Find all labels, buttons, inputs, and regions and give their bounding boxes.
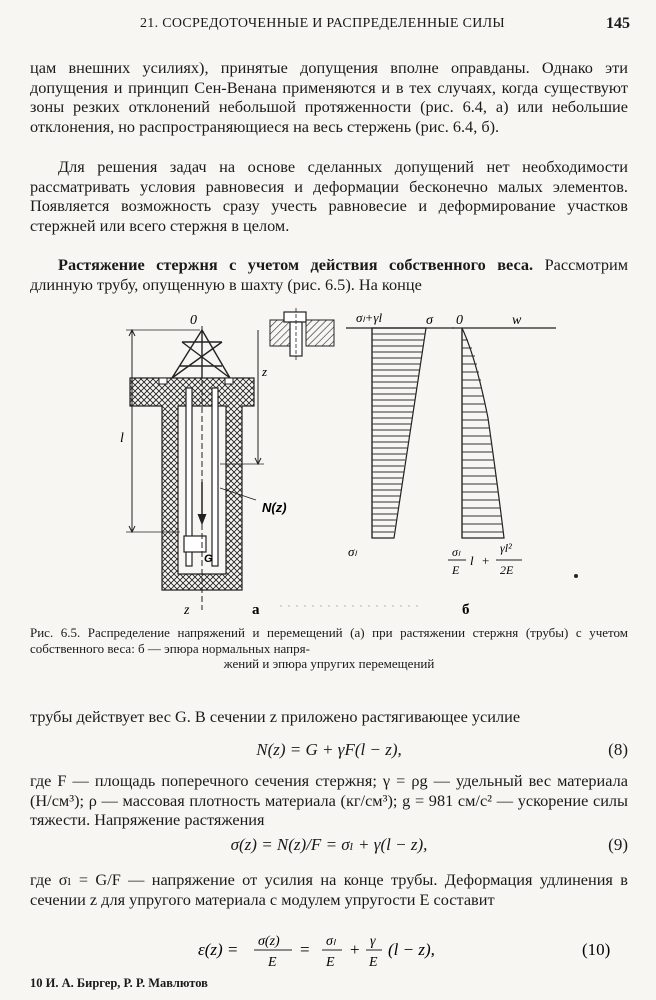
running-title: 21. СОСРЕДОТОЧЕННЫЕ И РАСПРЕДЕЛЕННЫЕ СИЛЫ bbox=[140, 16, 505, 31]
label-sigma: σ bbox=[426, 313, 433, 328]
derrick-frame bbox=[172, 330, 230, 378]
derrick-foot-left bbox=[159, 378, 167, 384]
figure-caption bbox=[30, 625, 628, 672]
eq10-f1-den: E bbox=[268, 955, 277, 970]
label-z-bottom: z bbox=[184, 603, 190, 618]
derrick-foot-right bbox=[225, 378, 233, 384]
label-w: w bbox=[512, 313, 522, 328]
paragraph-4: трубы действует вес G. В сечении z приложено растягивающее усилие bbox=[30, 707, 521, 726]
paragraph-5: где F — площадь поперечного сечения стержня; γ = ρg — удельный вес материала (Н/см³); ρ — массовая плотность материала (кг/см³); g = 981 см/с² — ускорение силы тяжести. Напряжение растяжения bbox=[30, 771, 628, 830]
paragraph-6: где σₗ = G/F — напряжение от усилия на конце трубы. Деформация удлинения в сечении z для упругого материала с модулем упругости E составит bbox=[30, 870, 628, 909]
caption-last-line: жений и эпюра упругих перемещений bbox=[223, 656, 435, 671]
running-header bbox=[0, 16, 656, 40]
displacement-formula bbox=[448, 541, 522, 577]
eq10-f2-num: σₗ bbox=[326, 934, 336, 949]
eq10-f1-num: σ(z) bbox=[258, 934, 280, 949]
disp-num1: σₗ bbox=[452, 545, 460, 559]
footer-signature: 10 И. А. Биргер, Р. Р. Мавлютов bbox=[30, 976, 208, 990]
disp-den1: E bbox=[452, 563, 460, 577]
section-heading: Растяжение стержня с учетом действия собственного веса. bbox=[58, 255, 534, 274]
disp-den2: 2E bbox=[500, 563, 514, 577]
clamp-detail bbox=[270, 308, 334, 362]
paragraph-3-text: Рассмотрим длинную трубу, опущенную в шахту (рис. 6.5). На конце bbox=[30, 255, 629, 294]
paragraph-3 bbox=[30, 255, 628, 294]
equation-9 bbox=[30, 833, 628, 859]
eq10-lhs: ε(z) = bbox=[198, 940, 239, 959]
pipe-right-wall bbox=[212, 388, 218, 566]
equation-8-body: N(z) = G + γF(l − z), bbox=[256, 740, 402, 759]
eq10-f3-den: E bbox=[369, 955, 378, 970]
figure-6-5 bbox=[30, 298, 630, 618]
stress-diagram bbox=[346, 310, 454, 559]
paragraph-1: цам внешних усилиях), принятые допущения вполне оправданы. Однако эти допущения и принцип Сен-Венана применяются и в тех случаях, когда существуют зоны резких отклонений небольшой протяженности (рис. 6.4, а) или небольшие отклонения, но распространяющиеся на весь стержень (рис. 6.4, б). bbox=[30, 58, 628, 136]
label-part-b: б bbox=[462, 602, 470, 618]
disp-num2: γl² bbox=[500, 541, 512, 555]
label-weight: G bbox=[204, 553, 213, 565]
equation-8 bbox=[30, 738, 628, 764]
figure-drawing bbox=[30, 298, 630, 618]
label-part-a: а bbox=[252, 602, 260, 618]
label-z-side: z bbox=[262, 364, 268, 379]
disp-l: l bbox=[470, 553, 474, 568]
label-length: l bbox=[120, 431, 124, 446]
equation-10 bbox=[30, 930, 628, 970]
end-weight-box bbox=[184, 536, 206, 552]
disp-plus: + bbox=[482, 553, 490, 568]
equation-10-body bbox=[30, 930, 628, 970]
equation-9-number: (9) bbox=[608, 835, 628, 854]
page-number: 145 bbox=[606, 15, 630, 32]
label-stress-bottom: σₗ bbox=[348, 544, 357, 559]
eq10-f2-den: E bbox=[326, 955, 335, 970]
eq10-tail: (l − z), bbox=[388, 940, 435, 959]
equation-8-number: (8) bbox=[608, 740, 628, 759]
eq10-f3-num: γ bbox=[370, 934, 376, 949]
caption-text: Рис. 6.5. Распределение напряжений и перемещений (а) при растяжении стержня (трубы) с учетом собственного веса: б — эпюра нормальных напря- bbox=[30, 625, 628, 656]
label-origin-right: 0 bbox=[456, 313, 463, 328]
paragraph-2: Для решения задач на основе сделанных допущений нет необходимости рассматривать условия равновесия и деформации бесконечно малых элементов. Появляется возможность сразу учесть равновесие и деформирование участков стержней или всего стержня в целом. bbox=[30, 157, 628, 235]
force-arrow bbox=[198, 514, 206, 524]
equation-9-body: σ(z) = N(z)/F = σₗ + γ(l − z), bbox=[230, 835, 428, 854]
label-force: N(z) bbox=[262, 500, 287, 515]
label-origin-left: 0 bbox=[190, 313, 197, 328]
label-stress-top: σₗ+γl bbox=[356, 310, 383, 325]
equation-10-number: (10) bbox=[582, 940, 611, 959]
eq10-plus: + bbox=[350, 940, 360, 959]
displacement-diagram bbox=[448, 313, 578, 618]
eq10-eq: = bbox=[300, 940, 310, 959]
